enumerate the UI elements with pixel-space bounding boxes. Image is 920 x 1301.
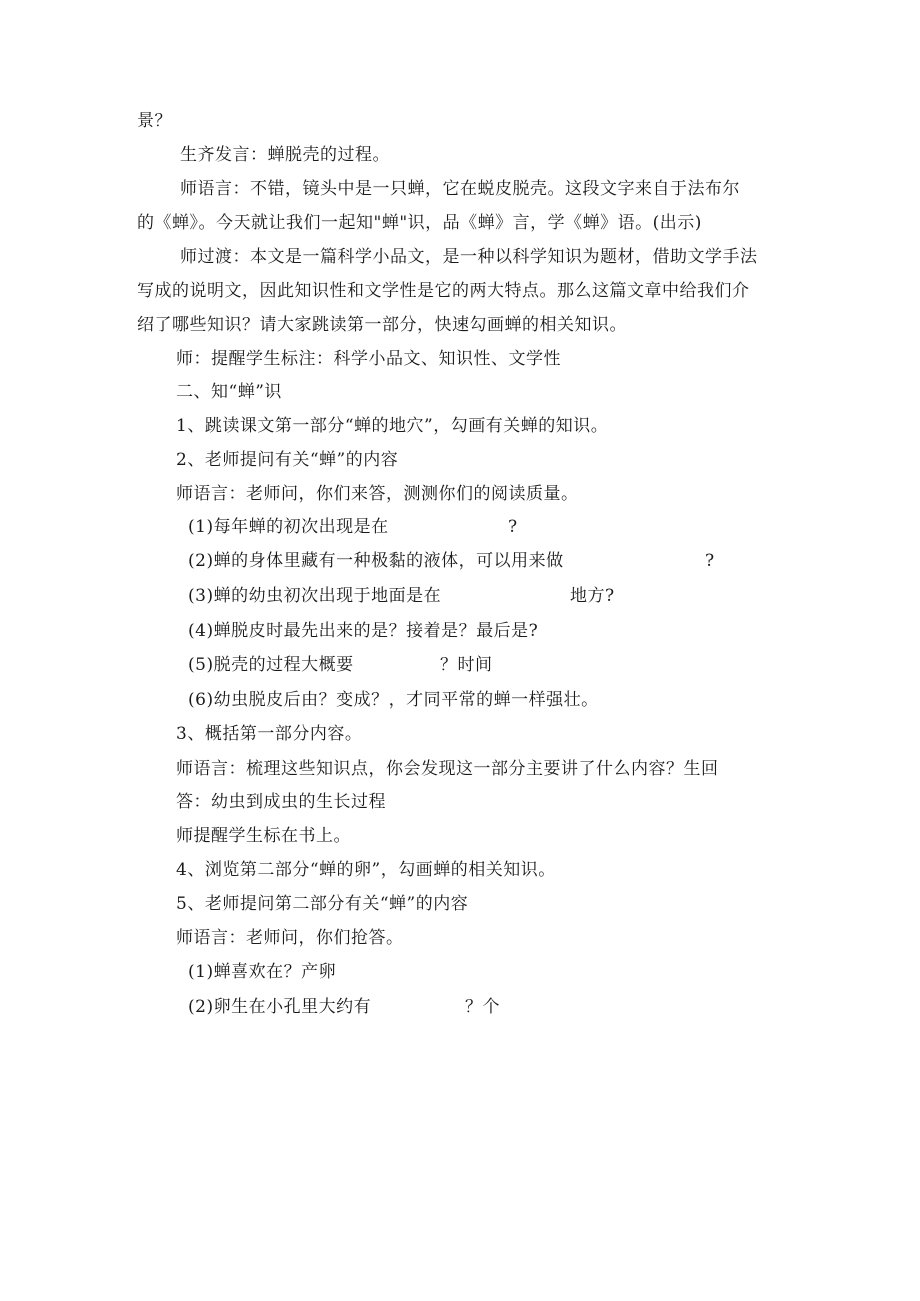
text-line: 3、概括第一部分内容。 (176, 724, 363, 744)
question-item: (6)幼虫脱皮后由？变成？，才同平常的蝉一样强壮。 (188, 690, 599, 710)
text-line: 写成的说明文，因此知识性和文学性是它的两大特点。那么这篇文章中给我们介 (137, 281, 750, 301)
text-line: 1、跳读课文第一部分“蝉的地穴”，勾画有关蝉的知识。 (176, 416, 609, 436)
question-blank-mark: ？时间 (440, 655, 493, 675)
section-heading: 二、知“蝉”识 (176, 382, 282, 402)
text-line: 4、浏览第二部分“蝉的卵”，勾画蝉的相关知识。 (176, 860, 556, 880)
question-item: (4)蝉脱皮时最先出来的是？接着是？最后是? (188, 621, 539, 641)
text-line: 师语言：老师问，你们抢答。 (176, 928, 404, 948)
question-item: (1)蝉喜欢在？产卵 (188, 962, 337, 982)
text-line: 的《蝉》。今天就让我们一起知"蝉"识，品《蝉》言，学《蝉》语。(出示) (137, 213, 702, 233)
question-item: (1)每年蝉的初次出现是在 (188, 517, 389, 537)
text-line: 2、老师提问有关“蝉”的内容 (176, 450, 399, 470)
text-line: 绍了哪些知识？请大家跳读第一部分，快速勾画蝉的相关知识。 (137, 315, 627, 335)
question-item: (2)卵生在小孔里大约有 (188, 997, 372, 1017)
text-line: 景？ (137, 111, 172, 131)
question-blank-mark: ? (508, 517, 518, 537)
question-item: (2)蝉的身体里藏有一种极黏的液体，可以用来做 (188, 551, 564, 571)
text-line: 师语言：不错，镜头中是一只蝉，它在蜕皮脱壳。这段文字来自于法布尔 (180, 179, 740, 199)
text-line: 师提醒学生标在书上。 (176, 826, 351, 846)
question-item: (5)脱壳的过程大概要 (188, 655, 354, 675)
question-blank-mark: 地方? (570, 586, 615, 606)
text-line: 生齐发言：蝉脱壳的过程。 (180, 145, 390, 165)
question-item: (3)蝉的幼虫初次出现于地面是在 (188, 586, 442, 606)
question-blank-mark: ? (705, 551, 715, 571)
text-line: 师：提醒学生标注：科学小品文、知识性、文学性 (176, 349, 561, 369)
text-line: 师过渡：本文是一篇科学小品文，是一种以科学知识为题材，借助文学手法 (180, 247, 758, 267)
text-line: 答：幼虫到成虫的生长过程 (176, 792, 386, 812)
question-blank-mark: ？个 (465, 997, 500, 1017)
text-line: 5、老师提问第二部分有关“蝉”的内容 (176, 894, 469, 914)
text-line: 师语言：老师问，你们来答，测测你们的阅读质量。 (176, 484, 579, 504)
text-line: 师语言：梳理这些知识点，你会发现这一部分主要讲了什么内容？生回 (176, 759, 719, 779)
